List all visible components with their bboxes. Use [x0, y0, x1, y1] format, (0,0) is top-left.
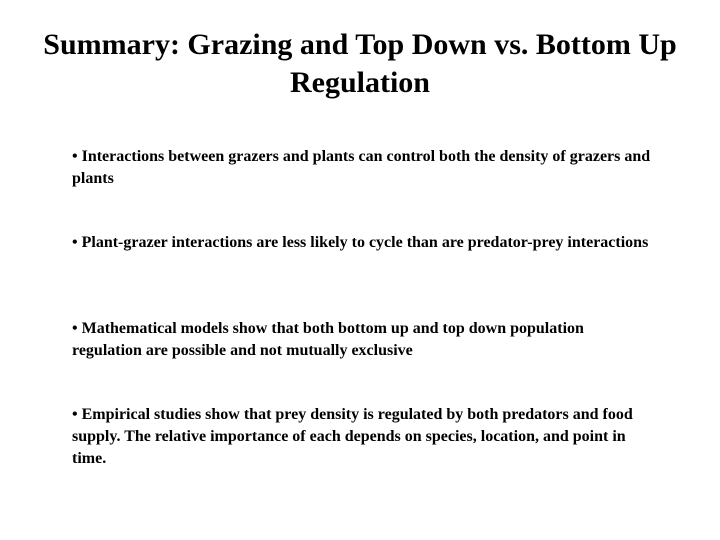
slide-title: Summary: Grazing and Top Down vs. Bottom Up Regulation — [43, 28, 677, 99]
bullet-item: • Plant-grazer interactions are less likely to cycle than are predator-prey interactions — [72, 234, 649, 251]
bullet-item: • Empirical studies show that prey density is regulated by both predators and food supply. The relative importance of each depends on species, location, and point in time. — [72, 406, 633, 467]
bullet-item: • Mathematical models show that both bottom up and top down population regulation are possible and not mutually exclusive — [72, 320, 584, 359]
bullet-item: • Interactions between grazers and plants can control both the density of grazers and plants — [72, 148, 651, 187]
